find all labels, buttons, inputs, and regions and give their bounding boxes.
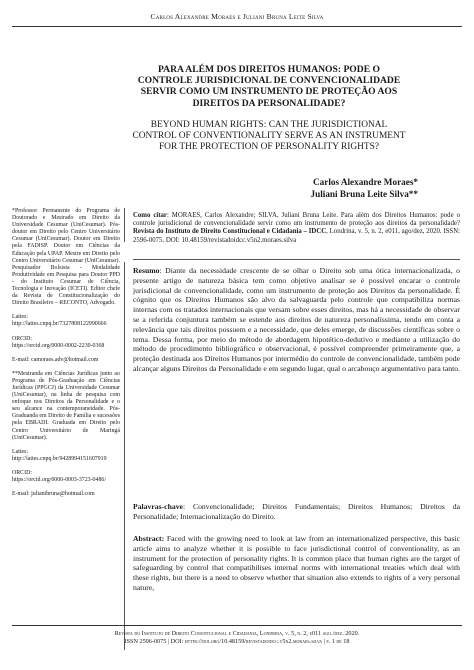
- spacer: [12, 484, 120, 491]
- citation-label: Como citar: [133, 212, 167, 219]
- page-footer: [0, 630, 474, 646]
- keywords-label: Palavras-chave: [133, 502, 183, 511]
- author-name: Juliani Bruna Leite Silva**: [310, 189, 418, 199]
- resumo-text: : Diante da necessidade crescente de se olhar o Direito sob uma ótica internacionalizada, o presente artigo de natureza básica tem como objetivo analisar se é possível encarar o controle jurisdicional de convencionalidade, como um instrumento de proteção aos Direitos da personalidade. É cógnito que os Direitos Humanos são alvo da salvaguarda pelo controle que compatibiliza normas internas com os tratados internacionais que versam sobre esses direitos, mas há a necessidade de observar se a referida conjuntura também se estende aos direitos de natureza personalíssima, tendo em conta a relevância que tais direitos possuem e a necessidade, que deles emerge, de discussões científicas sobre o tema. Dessa forma, por meio do método de abordagem hipotético-dedutivo e mediante a utilização do método de procedimento bibliográfico e observacional, é possível compreender primeiramente que, a proteção destinada aos Direitos Humanos por intermédio do controle de convencionalidade, também pode alcançar alguns Direitos da Personalidade e em segundo lugar, qual o arcabouço argumentativo para tanto.: [133, 266, 461, 373]
- citation-details: , Londrina, v. 5, n. 2, e011, ago/dez, 2020. ISSN: 2596-0075. DOI: 10.48159/revistadoidcc.v5n2.moraes.silva: [133, 228, 460, 244]
- header-rule: [12, 26, 462, 27]
- author2-orcid-label: ORCID:: [12, 469, 32, 476]
- sidebar-divider-top: [124, 208, 125, 242]
- footer-journal-line: Revista do Instituto de Direito Constitucional e Cidadania, Londrina, v. 5, n. 2, e011 ago./dez. 2020.: [114, 630, 360, 637]
- abstract-label: Abstract:: [133, 534, 165, 543]
- author2-email[interactable]: E-mail: julianibruna@hotmail.com: [12, 491, 95, 498]
- author1-lattes-link[interactable]: Lattes: http://lattes.cnpq.br/7327808122990666: [12, 314, 107, 328]
- author1-orcid-link[interactable]: https://orcid.org/0000-0002-2230-0368: [12, 342, 105, 349]
- spacer: [12, 329, 120, 336]
- citation-journal: Revista do Instituto de Direito Constitucional e Cidadania – IDCC: [133, 228, 327, 236]
- keywords-paragraph: [133, 502, 460, 522]
- author1-orcid-label: ORCID:: [12, 335, 32, 342]
- author-sidebar: [12, 208, 120, 498]
- spacer: [12, 442, 120, 449]
- abstract-paragraph: [133, 534, 460, 593]
- author2-bio: **Mestranda em Ciências Jurídicas junto ao Programa de Pós-Graduação em Ciências Jurídicas (PPGCJ) da Universidade Cesumar (UniCesumar), na linha de pesquisa com enfoque nos Direitos da Personalidade e o seu alcance na contemporaneidade. Pós-Graduanda em Direito de Família e sucessões pela EBRADI. Graduada em Direito pelo Centro Universitário de Maringá (UniCesumar).: [12, 370, 120, 441]
- title-portuguese: PARA ALÉM DOS DIREITOS HUMANOS: PODE O CONTROLE JURISDICIONAL DE CONVENCIONALIDADE SERVIR COMO UM INSTRUMENTO DE PROTEÇÃO AOS DIREITOS DA PERSONALIDADE?: [137, 64, 401, 109]
- running-head: Carlos Alexandre Moraes e Juliani Bruna Leite Silva: [150, 12, 324, 21]
- resumo-paragraph: [133, 266, 460, 374]
- title-english: BEYOND HUMAN RIGHTS: CAN THE JURISDICTIONAL CONTROL OF CONVENTIONALITY SERVE AS AN INSTRUMENT FOR THE PROTECTION OF PERSONALITY RIGHTS?: [132, 120, 406, 153]
- citation-block: [133, 212, 460, 245]
- spacer: [12, 350, 120, 357]
- footer-rule: [12, 625, 462, 626]
- abstract-text: Faced with the growing need to look at law from an internationalized perspective, this basic article aims to analyze whether it is possible to face jurisdictional control of conventionality, as an instrument for the protection of personality rights. It is common place that human rights are the target of safeguarding by control that compatibilises internal norms with international treaties which deal with these rights, but there is a need to observe whether that situation also extends to rights of a very personal nature,: [133, 534, 460, 592]
- resumo-label: Resumo: [133, 266, 160, 275]
- citation-rule: [133, 259, 460, 260]
- author-name: Carlos Alexandre Moraes*: [313, 177, 418, 187]
- spacer: [12, 463, 120, 470]
- author2-lattes-link[interactable]: Lattes: http://lattes.cnpq.br/9428994151607919: [12, 448, 107, 462]
- author-list: [311, 176, 418, 200]
- sidebar-divider: [124, 262, 125, 650]
- author1-bio: *Professor Permanente do Programa de Doutorado e Mestrado em Direito da Universidade Cesumar (UniCesumar). Pós-doutor em Direito pelo Centro Universitário Cesumar (UniCesumar). Doutor em Direito pela FADISP. Doutor em Ciências da Educação pela UPAP. Mestre em Direito pelo Centro Universitário Cesumar (UniCesumar). Pesquisador Bolsista - Modalidade Produtividade em Pesquisa para Doutor PPD - do Instituto Cesumar de Ciência, Tecnologia e Inovação (ICETI). Editor chefe da Revista de Constitucionalização do Direito Brasileiro – RECONTO, Advogado.: [12, 208, 120, 307]
- author1-email[interactable]: E-mail: camoraes.adv@hotmail.com: [12, 356, 99, 363]
- author2-orcid-link[interactable]: https://orcid.org/0000-0003-3723-0486/: [12, 477, 106, 483]
- citation-text: : MORAES, Carlos Alexandre; SILVA, Juliani Bruna Leite. Para além dos Direitos Humanos: pode o controle jurisdicional de convencionalidade servir como um instrumento de proteção aos direitos da personalidade?: [133, 212, 460, 228]
- keywords-text: : Convencionalidade; Direitos Fundamentais; Direitos Humanos; Direitos da Personalidade; Internacionalização do Direito.: [133, 502, 460, 521]
- spacer: [12, 307, 120, 314]
- footer-issn-line[interactable]: ISSN 2596-0075 | DOI: https://doi.org/10.48159/revistadoidcc.v5n2.moraes.silva | p. 1 de 18: [124, 638, 350, 646]
- spacer: [12, 364, 120, 371]
